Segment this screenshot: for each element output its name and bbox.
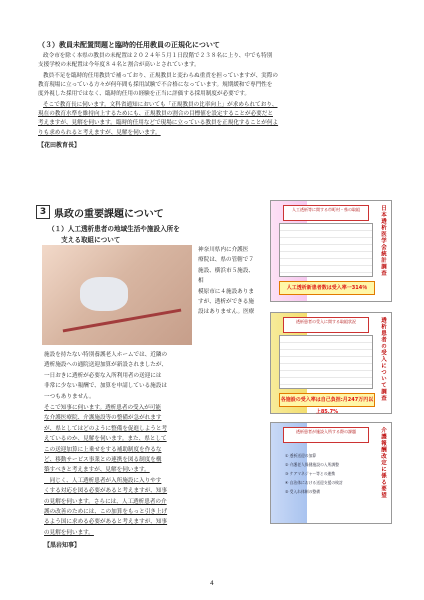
blood-tube-shape	[63, 309, 182, 333]
slide-title: 透析患者が施設入所する際の課題	[283, 427, 369, 443]
text-line: 透析施設への通院送迎加算が新設されましたが、	[44, 362, 168, 369]
text-line: 療院は、県の管轄で７	[198, 257, 254, 264]
photo-side-text	[198, 245, 258, 318]
text-line: 護の改善のためには、この加算をもっと引き上げ	[44, 509, 168, 516]
slide-list-item: ④ 自治体における送迎支援の検討	[285, 480, 343, 485]
text-line: 同じく、人工透析患者が入所施設に入りやす	[44, 477, 162, 484]
text-line: 施設を持たない特別養護老人ホームでは、近隣の	[44, 352, 168, 358]
slide-image-2	[270, 312, 392, 414]
slide-list-item: ② 介護老人保健施設の入所調整	[285, 462, 339, 467]
facility-paragraph	[44, 350, 258, 402]
text-line: 支援学校の未配置は今年度８４名と割合が高いとされています。	[38, 62, 200, 69]
subsection-line: （１）人工透析患者の地域生活や施設入所を	[48, 225, 180, 233]
text-line: 築すべきと考えますが、見解を伺います。	[44, 467, 150, 474]
slide-side-label: 介護報酬改定に係る要望	[380, 427, 386, 499]
text-line: 教員不足を臨時的任用教員で補っており、正規教員と変わらぬ重責を担っていますが、実際の	[43, 73, 278, 79]
text-line: ど、移動サービス事業との連携を図る制度を構	[44, 457, 162, 464]
slide-side-label: 日本透析医学会統計調査	[380, 205, 386, 277]
text-line: そこで教育長に伺います。文科省通知においても「正規教員の比率向上」が求められており、	[43, 102, 278, 108]
slide-list-item: ① 透析送迎の加算	[285, 453, 317, 458]
section-number: 3	[36, 205, 50, 219]
slide-list-item: ⑤ 受入れ体制の整備	[285, 489, 320, 494]
text-line: 一つもありません。	[44, 393, 95, 400]
dialysis-photo	[42, 245, 192, 345]
slide-side-label: 透析患者の受入について調査	[380, 317, 386, 402]
text-line: 考えますが、見解を伺います。臨時的任用などで現場に立っている教員を正規化することが何よ	[38, 120, 279, 127]
text-line: な介護医療院、介護施設等の整備が急がれます	[44, 415, 162, 422]
text-line: 神奈川県内に介護医	[198, 247, 249, 253]
section-heading: （３）教員未配置問題と臨時的任用教員の正規化について	[38, 41, 220, 49]
slide-table	[279, 223, 373, 277]
answerer-label: 【花田教育長】	[38, 142, 81, 149]
slide-image-1	[270, 200, 392, 302]
slide-list-item: ③ ケアマネジャー等との連携	[285, 471, 336, 476]
text-line: くする対応を図る必要があると考えますが、知事	[44, 488, 168, 495]
text-line: の見解を伺います。	[44, 529, 94, 536]
gloved-hand-shape	[80, 277, 128, 311]
paragraph-3	[38, 101, 390, 138]
text-line: が、県としてはどのように整備を促進しようと考	[44, 425, 168, 432]
text-line: すが、透析ができる施	[198, 299, 254, 306]
slide-table	[279, 335, 373, 389]
slide-image-3	[270, 422, 392, 524]
paragraph-1	[38, 52, 390, 70]
slide-banner: 人工透析新患者数は受入率一314％	[279, 281, 375, 295]
text-line: の見解を伺います。さらには、人工透析患者の介	[44, 498, 167, 505]
text-line: 政令市を除く本県の教員の未配置は２０２４年５月１日段階で２３８名に上り、中でも特別	[43, 53, 273, 59]
text-line: この送迎加算に上乗せをする補助制度を作るな	[44, 446, 162, 453]
slide-title: 人工透析等に関する市町村・県の取組	[283, 205, 369, 221]
slide-title: 透析患者の受入に関する取組状況	[283, 317, 369, 333]
question-paragraph	[44, 403, 258, 538]
slide-banner: 各施設の受入率は自己負担:月247万円以上85.7%	[279, 393, 375, 407]
slide-list	[285, 451, 343, 496]
text-line: 一日おきに透析が必要な入所利用者の送迎には	[44, 372, 162, 379]
text-line: 非常に少ない報酬で、加算を申請している施設は	[44, 383, 167, 390]
text-line: 度外視した採用ではなく、臨時的任用の経験を正当に評価する採用制度が必要です。	[38, 91, 251, 98]
text-line: りも求められると考えますが、見解を伺います。	[38, 129, 161, 136]
answerer-label: 【黒岩知事】	[44, 542, 81, 549]
text-line: 施設、横浜市５施設、相	[198, 267, 254, 285]
text-line: えているのか、見解を伺います。また、県として	[44, 436, 167, 443]
text-line: 設はありません。医療	[198, 309, 255, 316]
section-title: 県政の重要課題について	[54, 209, 164, 220]
subsection-line: 支える取組について	[48, 236, 121, 244]
subsection-heading	[48, 224, 180, 246]
text-line: 現在の教育水準を維持向上するためにも、正規教員の割合の目標値を設定することが必要だと	[38, 111, 273, 118]
text-line: 模原市に４施設ありま	[198, 288, 254, 295]
page-number: 4	[210, 580, 214, 587]
text-line: るよう国に求める必要があると考えますが、知事	[44, 519, 168, 526]
text-line: 教育現場に立っている方々が何年間も採用試験で不合格になっています。規期緩和で専門性を	[38, 82, 273, 89]
text-line: そこで知事に伺います。透析患者の受入が可能	[44, 405, 162, 411]
paragraph-2	[38, 72, 390, 100]
